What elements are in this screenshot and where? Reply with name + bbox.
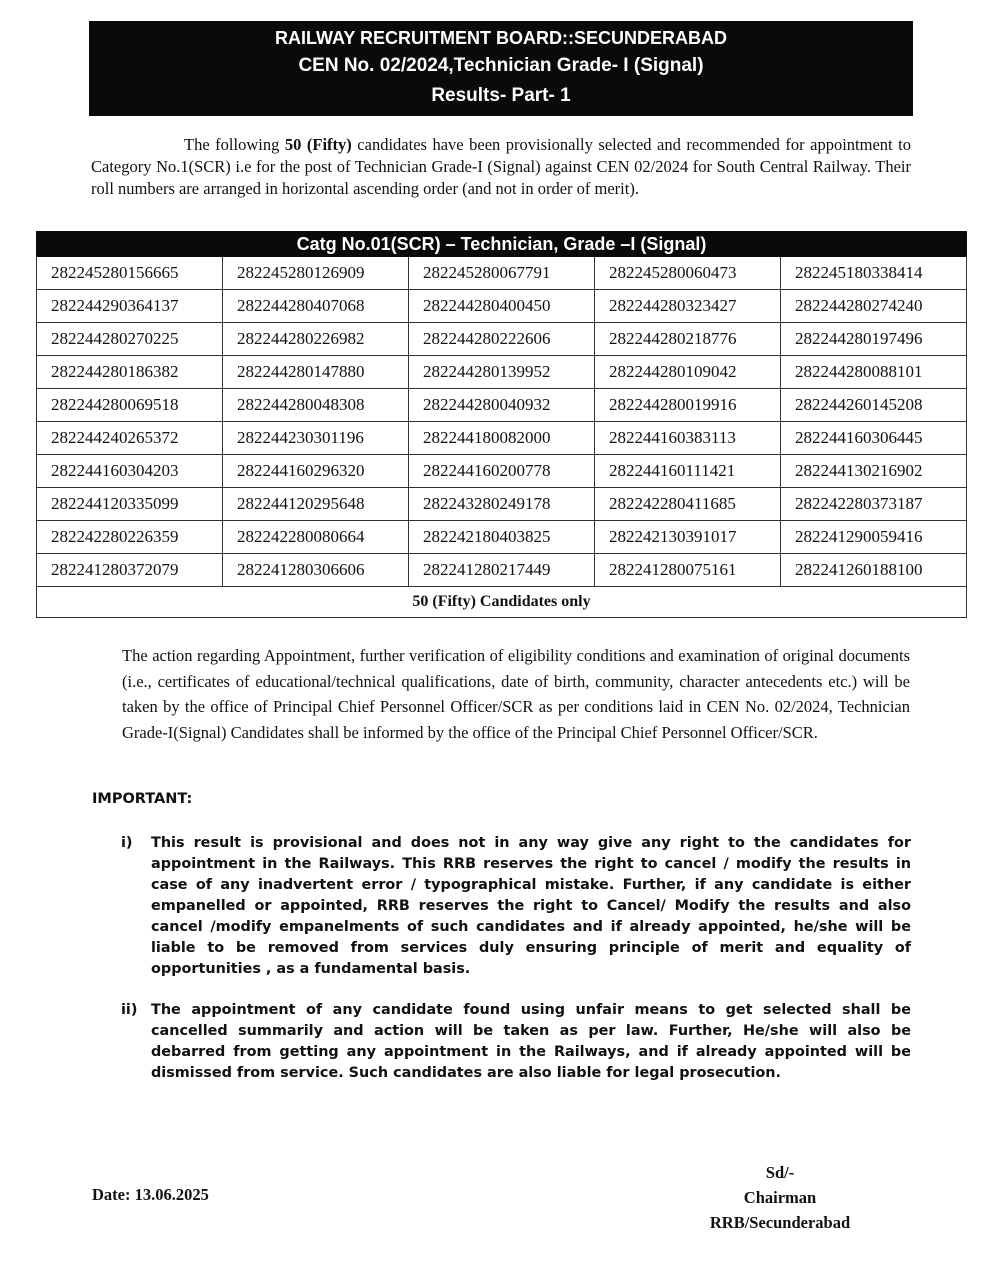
roll-number-cell: 282244280048308	[223, 389, 409, 422]
roll-number-cell: 282245180338414	[781, 257, 967, 290]
roll-number-cell: 282241280075161	[595, 554, 781, 587]
candidate-count-note: 50 (Fifty) Candidates only	[37, 587, 967, 618]
roll-number-cell: 282241280372079	[37, 554, 223, 587]
point-text: This result is provisional and does not in any way give any right to the candidates for appointment in the Railways. This RRB reserves the right to cancel / modify the results in case of any inadvertent error / typographical mistake. Further, if any candidate is either empanelled or appointed, RRB reserves the right to Cancel/ Modify the results and also cancel /modify empanelments of such candidates and if already appointed, he/she will be liable to be removed from services duly ensuring principle of merit and equality of opportunities , as a fundamental basis.	[151, 835, 911, 977]
intro-paragraph	[91, 134, 911, 200]
roll-number-cell: 282244160383113	[595, 422, 781, 455]
roll-number-cell: 282244160304203	[37, 455, 223, 488]
roll-number-cell: 282243280249178	[409, 488, 595, 521]
roll-number-cell: 282241280306606	[223, 554, 409, 587]
table-row	[37, 521, 967, 554]
roll-number-cell: 282244160111421	[595, 455, 781, 488]
roll-number-cell: 282242280226359	[37, 521, 223, 554]
roll-number-cell: 282245280060473	[595, 257, 781, 290]
intro-before: The following	[184, 135, 285, 154]
results-part: Results- Part- 1	[431, 85, 571, 106]
point-marker: ii)	[121, 1002, 138, 1018]
roll-number-cell: 282241260188100	[781, 554, 967, 587]
document-header	[89, 21, 913, 116]
board-name: RAILWAY RECRUITMENT BOARD::SECUNDERABAD	[274, 28, 727, 48]
roll-number-cell: 282244280109042	[595, 356, 781, 389]
roll-number-cell: 282244280274240	[781, 290, 967, 323]
table-row	[37, 323, 967, 356]
roll-number-cell: 282244280407068	[223, 290, 409, 323]
issue-date: Date: 13.06.2025	[92, 1185, 209, 1204]
cen-title: CEN No. 02/2024,Technician Grade- I (Signal)	[298, 55, 704, 76]
roll-number-cell: 282244120295648	[223, 488, 409, 521]
signatory-designation: Chairman	[743, 1188, 817, 1207]
roll-number-cell: 282244280139952	[409, 356, 595, 389]
table-row	[37, 488, 967, 521]
intro-after: candidates have been provisionally selected and recommended for appointment to Category No.1(SCR) i.e for the post of Technician Grade-I (Signal) against CEN 02/2024 for South Central Railway. Their roll numbers are arranged in horizontal ascending order (and not in order of merit).	[91, 135, 911, 198]
roll-number-cell: 282244280222606	[409, 323, 595, 356]
important-point-2	[121, 1000, 911, 1084]
important-point-1	[121, 833, 911, 980]
roll-number-cell: 282244280069518	[37, 389, 223, 422]
table-row	[37, 356, 967, 389]
roll-number-cell: 282244280323427	[595, 290, 781, 323]
roll-number-cell: 282244280147880	[223, 356, 409, 389]
roll-number-cell: 282244280270225	[37, 323, 223, 356]
point-text: The appointment of any candidate found using unfair means to get selected shall be cancelled summarily and action will be taken as per law. Further, He/she will also be debarred from getting any appointment in the Railways, and if already appointed will be dismissed from service. Such candidates are also liable for legal prosecution.	[151, 1002, 911, 1081]
point-marker: i)	[121, 835, 133, 851]
roll-number-cell: 282244280186382	[37, 356, 223, 389]
roll-number-cell: 282244280019916	[595, 389, 781, 422]
roll-number-cell: 282244280218776	[595, 323, 781, 356]
table-row	[37, 257, 967, 290]
table-caption-row	[37, 232, 967, 257]
roll-number-cell: 282244180082000	[409, 422, 595, 455]
roll-number-cell: 282244230301196	[223, 422, 409, 455]
roll-number-cell: 282245280156665	[37, 257, 223, 290]
roll-number-table	[36, 231, 967, 618]
roll-number-cell: 282244280040932	[409, 389, 595, 422]
roll-number-cell: 282244290364137	[37, 290, 223, 323]
table-footer-row	[37, 587, 967, 618]
signature-block	[680, 1160, 880, 1235]
roll-number-cell: 282244280088101	[781, 356, 967, 389]
roll-number-cell: 282244260145208	[781, 389, 967, 422]
intro-count: 50 (Fifty)	[284, 135, 352, 154]
roll-number-cell: 282244280400450	[409, 290, 595, 323]
roll-number-cell: 282244160200778	[409, 455, 595, 488]
table-row	[37, 455, 967, 488]
action-paragraph: The action regarding Appointment, further verification of eligibility conditions and examination of original documents (i.e., certificates of educational/technical qualifications, date of birth, community, character antecedents etc.) will be taken by the office of Principal Chief Personnel Officer/SCR as per conditions laid in CEN No. 02/2024, Technician Grade-I(Signal) Candidates shall be informed by the office of the Principal Chief Personnel Officer/SCR.	[122, 646, 910, 743]
signatory-office: RRB/Secunderabad	[709, 1213, 851, 1232]
roll-number-cell: 282245280126909	[223, 257, 409, 290]
roll-number-cell: 282244160296320	[223, 455, 409, 488]
roll-number-cell: 282244280197496	[781, 323, 967, 356]
roll-number-cell: 282242280411685	[595, 488, 781, 521]
roll-number-cell: 282242280373187	[781, 488, 967, 521]
roll-number-cell: 282241290059416	[781, 521, 967, 554]
roll-number-cell: 282241280217449	[409, 554, 595, 587]
table-row	[37, 422, 967, 455]
roll-number-cell: 282242280080664	[223, 521, 409, 554]
roll-number-cell: 282244280226982	[223, 323, 409, 356]
important-heading: IMPORTANT:	[92, 791, 193, 807]
signed-mark: Sd/-	[765, 1163, 795, 1182]
roll-number-cell: 282242130391017	[595, 521, 781, 554]
roll-number-cell: 282245280067791	[409, 257, 595, 290]
table-row	[37, 554, 967, 587]
roll-number-cell: 282244240265372	[37, 422, 223, 455]
roll-number-cell: 282242180403825	[409, 521, 595, 554]
table-row	[37, 389, 967, 422]
table-caption: Catg No.01(SCR) – Technician, Grade –I (Signal)	[37, 232, 967, 257]
roll-number-cell: 282244160306445	[781, 422, 967, 455]
roll-number-cell: 282244130216902	[781, 455, 967, 488]
roll-number-cell: 282244120335099	[37, 488, 223, 521]
table-row	[37, 290, 967, 323]
